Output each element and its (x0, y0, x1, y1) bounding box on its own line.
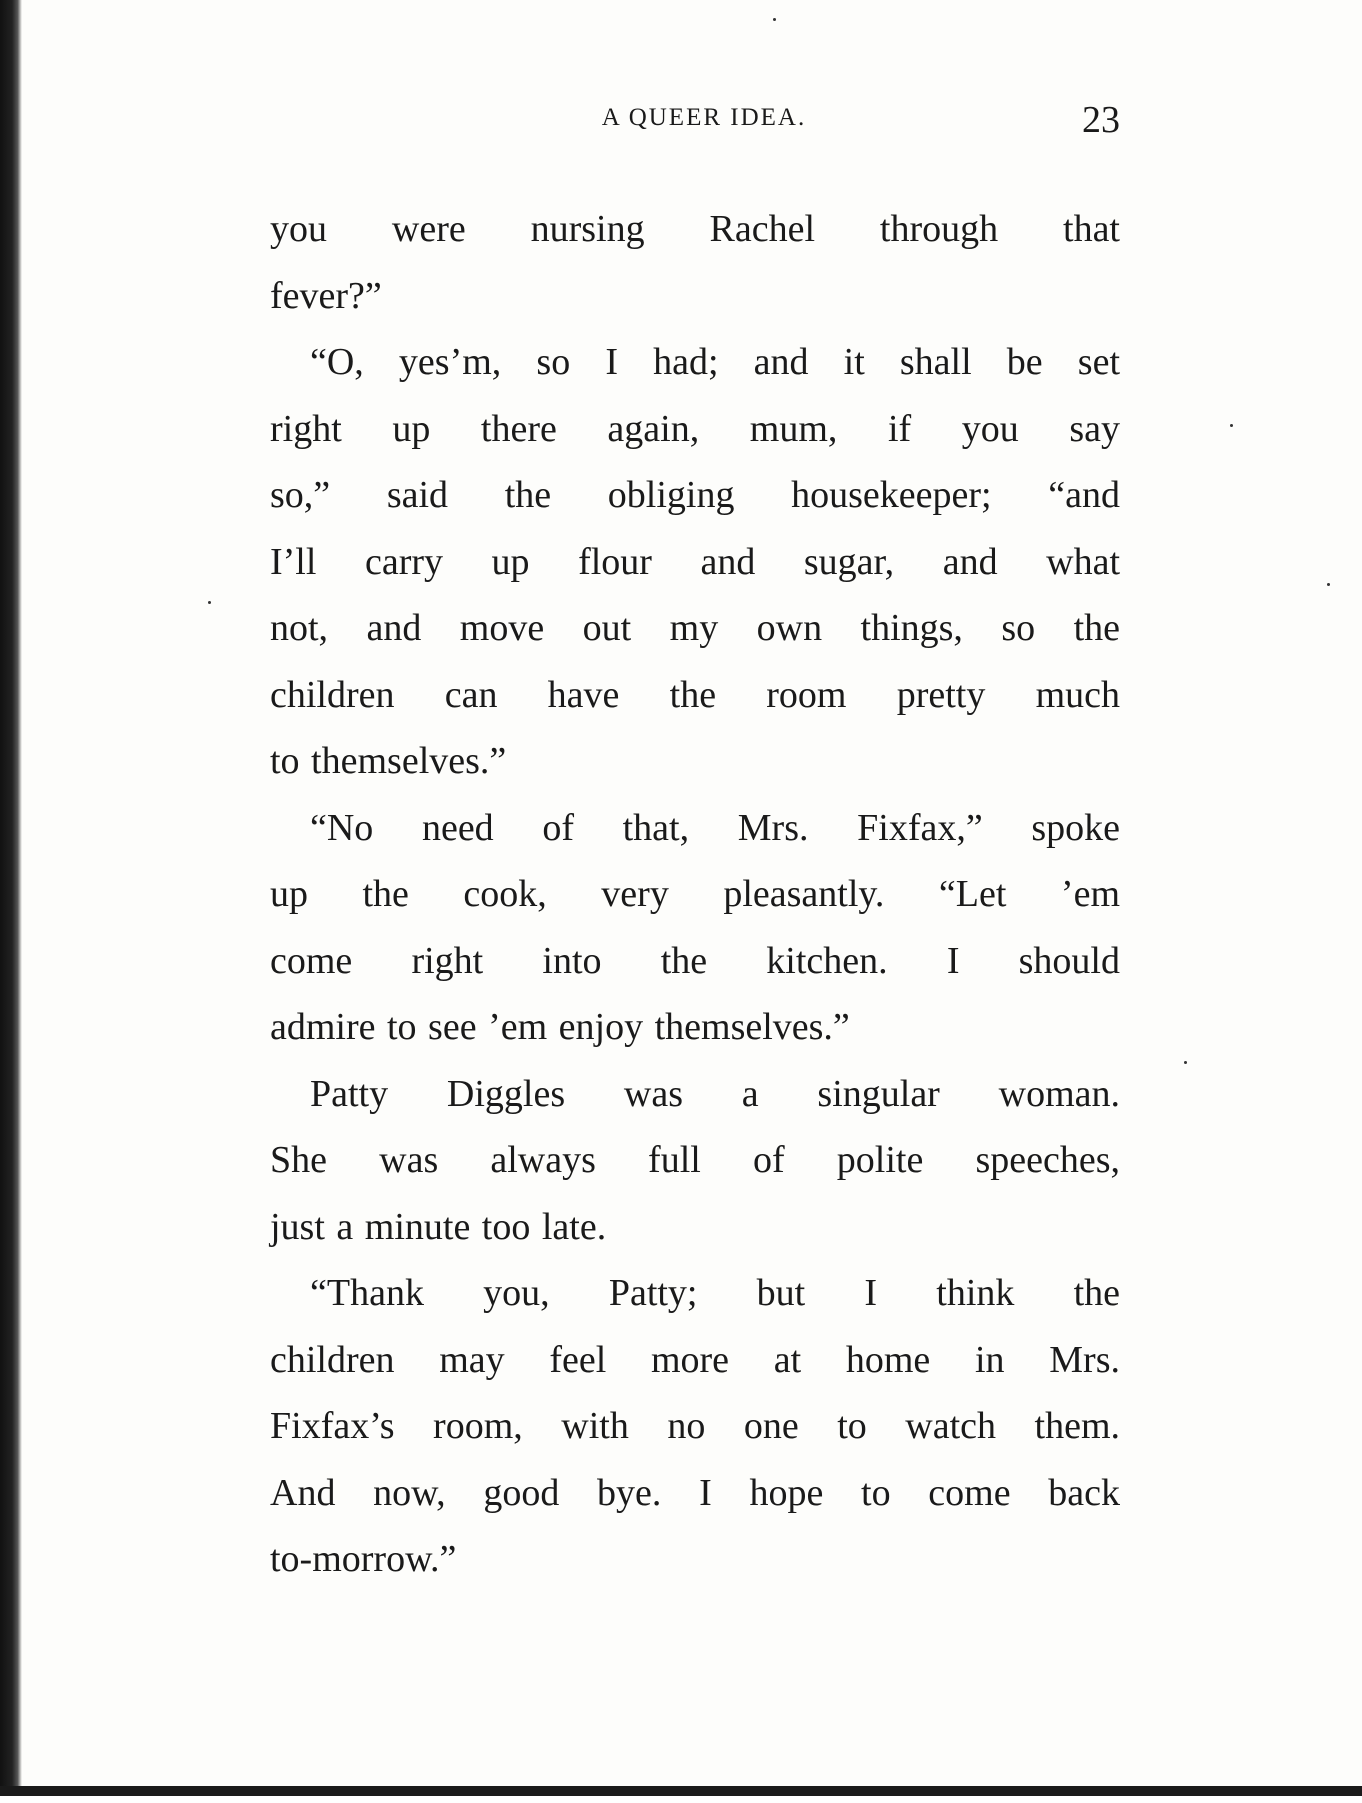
paragraph (270, 1061, 1120, 1261)
text-line: I’ll carry up flour and sugar, and what (270, 540, 1120, 583)
text-line: admire to see ’em enjoy themselves.” (270, 1006, 850, 1048)
text-line: “O, yes’m, so I had; and it shall be set (310, 341, 1120, 383)
text-line: “Thank you, Patty; but I think the (310, 1272, 1120, 1314)
text-line: She was always full of polite speeches, (270, 1139, 1120, 1181)
text-line: And now, good bye. I hope to come back (270, 1471, 1120, 1514)
scan-speck (208, 601, 211, 604)
scan-speck (773, 18, 776, 21)
text-line: children may feel more at home in Mrs. (270, 1338, 1120, 1381)
text-line: Patty Diggles was a singular woman. (310, 1072, 1120, 1115)
paragraph (270, 196, 1120, 329)
paragraph (270, 1260, 1120, 1593)
paragraph (270, 795, 1120, 1061)
text-line: come right into the kitchen. I should (270, 939, 1120, 982)
page-bottom-edge (0, 1786, 1362, 1796)
page-bottom-margin (0, 1796, 1362, 1803)
text-line: not, and move out my own things, so the (270, 607, 1120, 649)
text-line: up the cook, very pleasantly. “Let ’em (270, 873, 1120, 915)
text-line: “No need of that, Mrs. Fixfax,” spoke (310, 806, 1120, 849)
chapter-title: A QUEER IDEA. (601, 104, 807, 131)
text-line: to-morrow.” (270, 1538, 457, 1580)
binding-edge (0, 0, 22, 1803)
scan-speck (1327, 583, 1330, 586)
text-line: so,” said the obliging housekeeper; “and (270, 474, 1120, 516)
text-line: Fixfax’s room, with no one to watch them. (270, 1405, 1120, 1447)
paragraph (270, 329, 1120, 795)
text-line: fever?” (270, 274, 382, 317)
text-line: you were nursing Rachel through that (270, 208, 1120, 250)
text-line: to themselves.” (270, 740, 507, 782)
page-number: 23 (1082, 99, 1120, 141)
scan-speck (1230, 424, 1233, 427)
running-head (270, 98, 1120, 148)
scan-speck (1184, 1061, 1187, 1064)
text-line: right up there again, mum, if you say (270, 407, 1120, 450)
text-line: just a minute too late. (270, 1205, 607, 1248)
text-line: children can have the room pretty much (270, 673, 1120, 716)
body-text (270, 196, 1120, 1593)
